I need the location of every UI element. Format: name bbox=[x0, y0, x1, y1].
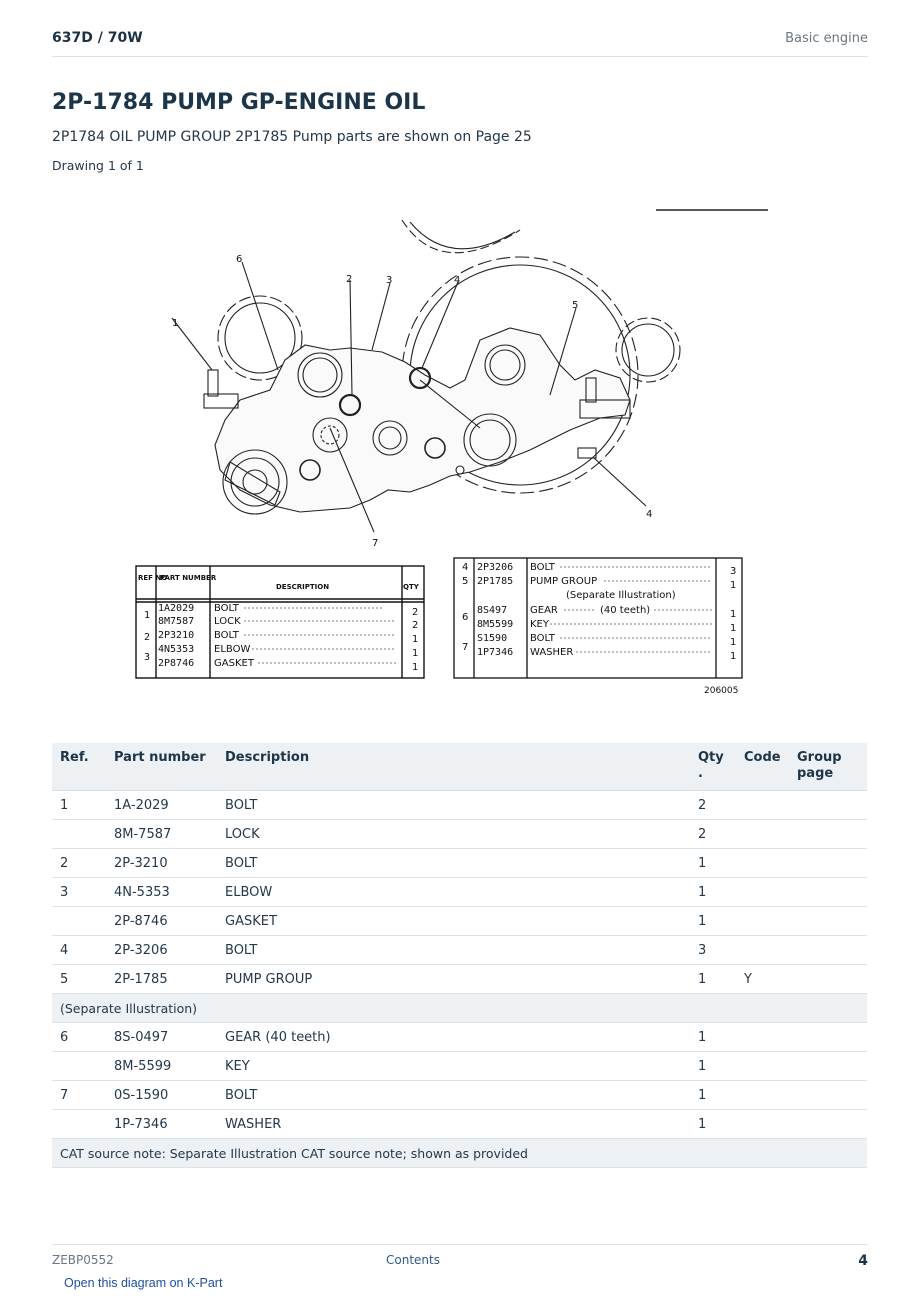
cell-qty: 1 bbox=[690, 1110, 736, 1139]
drawing-count: Drawing 1 of 1 bbox=[52, 158, 144, 173]
table-row bbox=[52, 936, 867, 965]
inset-qty: 1 bbox=[730, 580, 737, 591]
cell-description: PUMP GROUP bbox=[217, 965, 690, 994]
cell-group-page bbox=[789, 965, 867, 994]
inset-part: 1P7346 bbox=[477, 647, 514, 658]
page-number: 4 bbox=[858, 1253, 868, 1269]
cell-code bbox=[736, 907, 789, 936]
cell-description: BOLT bbox=[217, 791, 690, 820]
table-row bbox=[52, 1081, 867, 1110]
cell-qty: 1 bbox=[690, 1023, 736, 1052]
cell-code bbox=[736, 878, 789, 907]
column-header-part-number: Part number bbox=[106, 743, 217, 791]
inset-part: 2P3210 bbox=[158, 630, 195, 641]
inset-ref: 5 bbox=[462, 576, 469, 587]
inset-desc: BOLT bbox=[214, 630, 239, 641]
column-header-ref: Ref. bbox=[52, 743, 106, 791]
cell-part-number: 4N-5353 bbox=[106, 878, 217, 907]
parts-table bbox=[52, 743, 867, 1168]
table-row bbox=[52, 907, 867, 936]
table-header-row bbox=[52, 743, 867, 791]
cell-qty: 1 bbox=[690, 1052, 736, 1081]
cell-code bbox=[736, 936, 789, 965]
cell-qty: 1 bbox=[690, 878, 736, 907]
cell-description: BOLT bbox=[217, 1081, 690, 1110]
callout-4-bottom: 4 bbox=[646, 509, 653, 520]
inset-ref: 1 bbox=[144, 610, 151, 621]
page-footer bbox=[52, 1244, 868, 1275]
inset-desc: WASHER bbox=[530, 647, 574, 658]
cell-group-page bbox=[789, 791, 867, 820]
cell-qty: 2 bbox=[690, 791, 736, 820]
table-row bbox=[52, 1023, 867, 1052]
cell-part-number: 2P-8746 bbox=[106, 907, 217, 936]
cell-qty: 1 bbox=[690, 965, 736, 994]
inset-part: 4N5353 bbox=[158, 644, 195, 655]
inset-desc: (Separate Illustration) bbox=[566, 590, 676, 601]
cell-description: WASHER bbox=[217, 1110, 690, 1139]
cell-qty: 3 bbox=[690, 936, 736, 965]
cell-part-number: 2P-1785 bbox=[106, 965, 217, 994]
figure-number: 206005 bbox=[704, 686, 739, 696]
inset-part: 2P1785 bbox=[477, 576, 514, 587]
cell-ref: 3 bbox=[52, 878, 106, 907]
cell-ref: 6 bbox=[52, 1023, 106, 1052]
table-row bbox=[52, 791, 867, 820]
cell-ref bbox=[52, 907, 106, 936]
cell-description: BOLT bbox=[217, 849, 690, 878]
inset-qty: 1 bbox=[412, 648, 419, 659]
cell-group-page bbox=[789, 936, 867, 965]
column-header-qty: Qty . bbox=[690, 743, 736, 791]
cell-part-number: 0S-1590 bbox=[106, 1081, 217, 1110]
note-separate-illustration: (Separate Illustration) bbox=[52, 994, 867, 1023]
cell-qty: 1 bbox=[690, 907, 736, 936]
inset-desc: GASKET bbox=[214, 658, 254, 669]
source-note: CAT source note: Separate Illustration CAT source note; shown as provided bbox=[52, 1139, 867, 1168]
inset-parts-list-right bbox=[454, 558, 742, 696]
callout-5: 5 bbox=[572, 300, 579, 311]
table-note-row bbox=[52, 994, 867, 1023]
open-in-kpart-link[interactable]: Open this diagram on K-Part bbox=[64, 1276, 223, 1290]
table-row bbox=[52, 878, 867, 907]
cell-code: Y bbox=[736, 965, 789, 994]
inset-header-ref: REF NO bbox=[138, 574, 168, 582]
cell-description: BOLT bbox=[217, 936, 690, 965]
page-header bbox=[52, 28, 868, 57]
cell-qty: 1 bbox=[690, 849, 736, 878]
inset-ref: 3 bbox=[144, 652, 151, 663]
cell-group-page bbox=[789, 907, 867, 936]
page-title: 2P-1784 PUMP GP-ENGINE OIL bbox=[52, 90, 426, 115]
cell-part-number: 8S-0497 bbox=[106, 1023, 217, 1052]
page-subtitle: 2P1784 OIL PUMP GROUP 2P1785 Pump parts are shown on Page 25 bbox=[52, 129, 532, 145]
callout-2: 2 bbox=[346, 274, 353, 285]
inset-desc: ELBOW bbox=[214, 644, 251, 655]
inset-desc: LOCK bbox=[214, 616, 241, 627]
inset-part: 1A2029 bbox=[158, 603, 195, 614]
inset-part: 8M5599 bbox=[477, 619, 514, 630]
callout-6: 6 bbox=[236, 254, 243, 265]
inset-qty: 2 bbox=[412, 607, 419, 618]
inset-qty: 1 bbox=[730, 651, 737, 662]
inset-qty: 1 bbox=[730, 637, 737, 648]
cell-ref: 5 bbox=[52, 965, 106, 994]
callout-7: 7 bbox=[372, 538, 379, 549]
inset-part: 8S497 bbox=[477, 605, 508, 616]
cell-group-page bbox=[789, 820, 867, 849]
inset-part: 2P8746 bbox=[158, 658, 195, 669]
inset-part: 2P3206 bbox=[477, 562, 514, 573]
inset-qty: 1 bbox=[412, 662, 419, 673]
table-note-row bbox=[52, 1139, 867, 1168]
inset-qty: 2 bbox=[412, 620, 419, 631]
inset-parts-list-left bbox=[136, 566, 424, 678]
inset-desc: GEAR bbox=[530, 605, 558, 616]
cell-qty: 2 bbox=[690, 820, 736, 849]
cell-ref bbox=[52, 1110, 106, 1139]
inset-ref: 4 bbox=[462, 562, 469, 573]
cell-part-number: 2P-3210 bbox=[106, 849, 217, 878]
section-label: Basic engine bbox=[785, 31, 868, 46]
cell-part-number: 2P-3206 bbox=[106, 936, 217, 965]
cell-code bbox=[736, 820, 789, 849]
inset-desc: BOLT bbox=[530, 633, 555, 644]
inset-desc: BOLT bbox=[530, 562, 555, 573]
cell-part-number: 1P-7346 bbox=[106, 1110, 217, 1139]
column-header-description: Description bbox=[217, 743, 690, 791]
inset-ref: 2 bbox=[144, 632, 151, 643]
cell-ref: 2 bbox=[52, 849, 106, 878]
inset-qty: 1 bbox=[730, 609, 737, 620]
callout-3: 3 bbox=[386, 275, 393, 286]
model-label: 637D / 70W bbox=[52, 30, 143, 46]
cell-code bbox=[736, 1081, 789, 1110]
cell-code bbox=[736, 1110, 789, 1139]
inset-ref: 6 bbox=[462, 612, 469, 623]
parts-diagram[interactable] bbox=[120, 200, 780, 700]
cell-code bbox=[736, 1052, 789, 1081]
inset-desc: BOLT bbox=[214, 603, 239, 614]
cell-ref: 1 bbox=[52, 791, 106, 820]
table-row bbox=[52, 1110, 867, 1139]
inset-part: 8M7587 bbox=[158, 616, 195, 627]
callout-1: 1 bbox=[172, 318, 179, 329]
cell-part-number: 8M-7587 bbox=[106, 820, 217, 849]
inset-desc: PUMP GROUP bbox=[530, 576, 598, 587]
cell-part-number: 1A-2029 bbox=[106, 791, 217, 820]
column-header-group-page: Group page bbox=[789, 743, 867, 791]
oil-pump-drawing bbox=[120, 200, 780, 700]
contents-link[interactable]: Contents bbox=[386, 1253, 440, 1267]
inset-desc: (40 teeth) bbox=[600, 605, 651, 616]
inset-header-desc: DESCRIPTION bbox=[276, 583, 330, 591]
inset-qty: 1 bbox=[412, 634, 419, 645]
cell-description: ELBOW bbox=[217, 878, 690, 907]
cell-code bbox=[736, 791, 789, 820]
cell-part-number: 8M-5599 bbox=[106, 1052, 217, 1081]
cell-group-page bbox=[789, 1081, 867, 1110]
cell-description: KEY bbox=[217, 1052, 690, 1081]
cell-ref: 4 bbox=[52, 936, 106, 965]
inset-desc: KEY bbox=[530, 619, 549, 630]
cell-description: LOCK bbox=[217, 820, 690, 849]
table-row bbox=[52, 965, 867, 994]
table-row bbox=[52, 820, 867, 849]
cell-ref bbox=[52, 1052, 106, 1081]
inset-ref: 7 bbox=[462, 642, 469, 653]
cell-code bbox=[736, 1023, 789, 1052]
document-id: ZEBP0552 bbox=[52, 1253, 114, 1267]
cell-ref: 7 bbox=[52, 1081, 106, 1110]
cell-description: GEAR (40 teeth) bbox=[217, 1023, 690, 1052]
inset-header-part: PART NUMBER bbox=[160, 574, 217, 582]
table-row bbox=[52, 1052, 867, 1081]
callout-4-top: 4 bbox=[454, 275, 461, 286]
cell-description: GASKET bbox=[217, 907, 690, 936]
cell-group-page bbox=[789, 878, 867, 907]
cell-qty: 1 bbox=[690, 1081, 736, 1110]
cell-group-page bbox=[789, 1110, 867, 1139]
inset-header-qty: QTY bbox=[403, 583, 419, 591]
table-row bbox=[52, 849, 867, 878]
inset-qty: 1 bbox=[730, 623, 737, 634]
cell-group-page bbox=[789, 1052, 867, 1081]
cell-ref bbox=[52, 820, 106, 849]
inset-qty: 3 bbox=[730, 566, 737, 577]
cell-code bbox=[736, 849, 789, 878]
inset-part: S1590 bbox=[477, 633, 508, 644]
column-header-code: Code bbox=[736, 743, 789, 791]
cell-group-page bbox=[789, 849, 867, 878]
cell-group-page bbox=[789, 1023, 867, 1052]
